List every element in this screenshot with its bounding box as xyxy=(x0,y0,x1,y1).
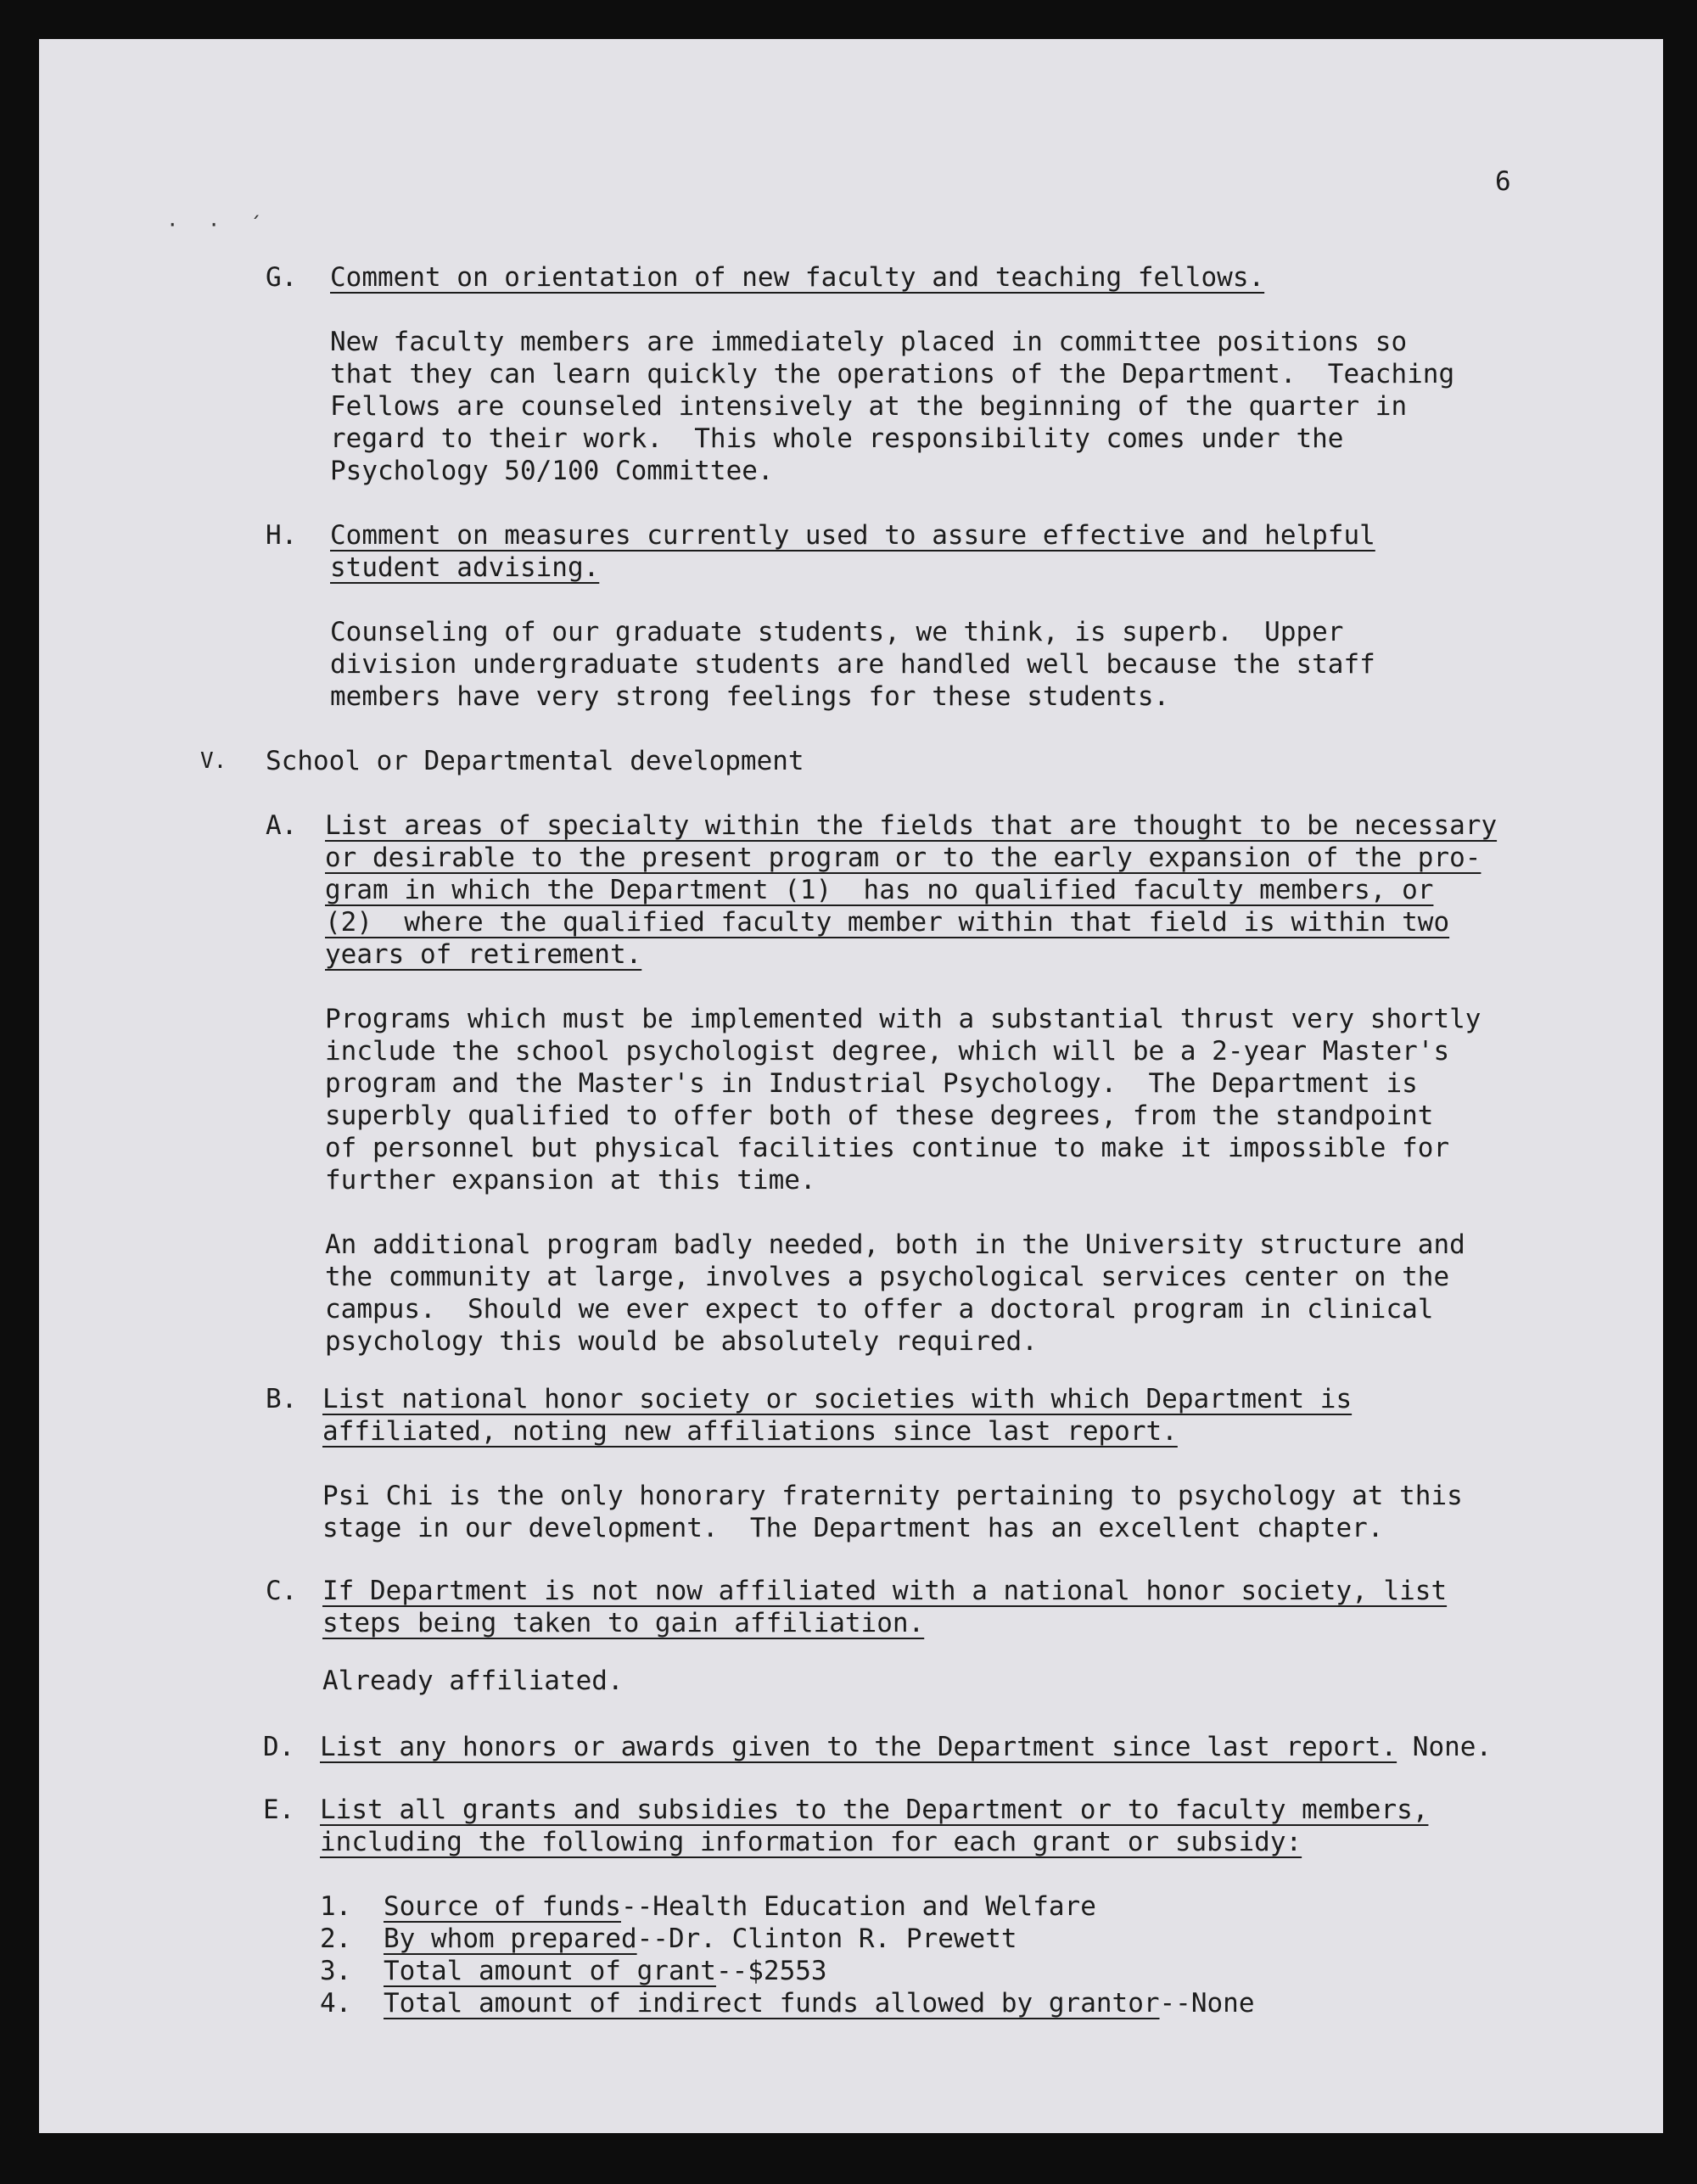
section-e-label: E. xyxy=(263,1795,295,1825)
section-v-label: V. xyxy=(200,748,227,774)
body-line: include the school psychologist degree, which will be a 2-year Master's xyxy=(325,1036,1450,1067)
list-item-value: --None xyxy=(1159,1988,1255,2019)
body-line: that they can learn quickly the operations of the Department. Teaching xyxy=(330,359,1455,389)
section-d-heading: List any honors or awards given to the Department since last report. xyxy=(320,1732,1397,1762)
list-item-number: 4. xyxy=(320,1988,352,2019)
list-item-number: 2. xyxy=(320,1924,352,1954)
list-item xyxy=(384,1955,827,1987)
section-d-label: D. xyxy=(263,1732,295,1762)
document-page xyxy=(39,39,1663,2133)
section-e-heading: List all grants and subsidies to the Department or to faculty members, xyxy=(320,1795,1429,1825)
section-b-body: stage in our development. The Department has an excellent chapter. xyxy=(322,1513,1384,1543)
body-line: Fellows are counseled intensively at the beginning of the quarter in xyxy=(330,391,1408,422)
section-d-answer: None. xyxy=(1397,1732,1493,1762)
body-line: psychology this would be absolutely required. xyxy=(325,1326,1038,1357)
body-line: further expansion at this time. xyxy=(325,1165,816,1196)
body-line: regard to their work. This whole responsibility comes under the xyxy=(330,423,1344,454)
body-line: of personnel but physical facilities continue to make it impossible for xyxy=(325,1133,1450,1163)
body-line: Programs which must be implemented with a substantial thrust very shortly xyxy=(325,1004,1481,1034)
body-line: the community at large, involves a psychological services center on the xyxy=(325,1262,1450,1292)
section-c-heading: steps being taken to gain affiliation. xyxy=(322,1608,925,1638)
section-a-label: A. xyxy=(266,810,298,841)
section-g-label: G. xyxy=(266,262,298,293)
section-g-heading: Comment on orientation of new faculty and teaching fellows. xyxy=(330,262,1265,293)
list-item xyxy=(384,1923,1017,1955)
section-h-heading: student advising. xyxy=(330,552,600,583)
heading-line: years of retirement. xyxy=(325,939,642,970)
section-c-heading: If Department is not now affiliated with a national honor society, list xyxy=(322,1576,1448,1606)
list-item-value: --Health Education and Welfare xyxy=(620,1891,1096,1922)
body-line: Psychology 50/100 Committee. xyxy=(330,456,774,486)
section-b-heading: affiliated, noting new affiliations since last report. xyxy=(322,1416,1178,1447)
section-e-heading: including the following information for each grant or subsidy: xyxy=(320,1827,1302,1857)
section-v-title: School or Departmental development xyxy=(266,746,804,776)
section-b-label: B. xyxy=(266,1384,298,1414)
heading-line: gram in which the Department (1) has no qualified faculty members, or xyxy=(325,875,1434,905)
body-line: New faculty members are immediately placed in committee positions so xyxy=(330,327,1408,357)
list-item-label: By whom prepared xyxy=(384,1924,637,1954)
body-line: members have very strong feelings for these students. xyxy=(330,681,1170,712)
stray-marks: · · ´ xyxy=(166,213,271,237)
list-item xyxy=(384,1987,1255,2019)
body-line: campus. Should we ever expect to offer a doctoral program in clinical xyxy=(325,1294,1434,1324)
list-item-value: --$2553 xyxy=(715,1956,827,1986)
section-h-heading: Comment on measures currently used to assure effective and helpful xyxy=(330,520,1375,551)
list-item-label: Total amount of indirect funds allowed by grantor xyxy=(384,1988,1160,2019)
heading-line: (2) where the qualified faculty member within that field is within two xyxy=(325,907,1450,938)
section-d-line xyxy=(320,1731,1492,1763)
heading-line: or desirable to the present program or to the early expansion of the pro- xyxy=(325,843,1481,873)
body-line: An additional program badly needed, both in the University structure and xyxy=(325,1229,1465,1260)
section-c-body: Already affiliated. xyxy=(322,1666,624,1696)
section-h-label: H. xyxy=(266,520,298,551)
section-c-label: C. xyxy=(266,1576,298,1606)
section-b-heading: List national honor society or societies with which Department is xyxy=(322,1384,1353,1414)
list-item-label: Total amount of grant xyxy=(384,1956,716,1986)
section-b-body: Psi Chi is the only honorary fraternity pertaining to psychology at this xyxy=(322,1481,1463,1511)
list-item-number: 3. xyxy=(320,1956,352,1986)
page-number: 6 xyxy=(1495,166,1511,197)
list-item-label: Source of funds xyxy=(384,1891,621,1922)
list-item-value: --Dr. Clinton R. Prewett xyxy=(636,1924,1017,1954)
body-line: superbly qualified to offer both of these degrees, from the standpoint xyxy=(325,1100,1434,1131)
body-line: division undergraduate students are handled well because the staff xyxy=(330,649,1375,680)
heading-line: List areas of specialty within the fields that are thought to be necessary xyxy=(325,810,1498,841)
body-line: Counseling of our graduate students, we think, is superb. Upper xyxy=(330,617,1344,647)
body-line: program and the Master's in Industrial Psychology. The Department is xyxy=(325,1068,1418,1099)
list-item xyxy=(384,1890,1096,1923)
list-item-number: 1. xyxy=(320,1891,352,1922)
